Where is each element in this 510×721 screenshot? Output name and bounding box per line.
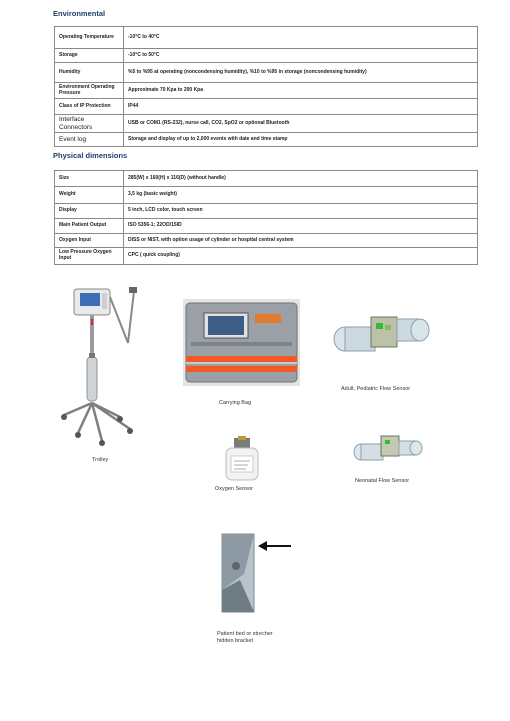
table-row [55,99,478,115]
table-row [55,133,478,147]
table-row [55,204,478,219]
spec-key: Humidity [55,63,124,83]
spec-key: Main Patient Output [55,219,124,234]
neonatal-flow-sensor-caption: Neonatal Flow Sensor [355,478,410,484]
table-row [55,171,478,187]
spec-key: Low Pressure Oxygen Input [55,248,124,265]
adult-flow-sensor-caption: Adult, Pediatric Flow Sensor [341,386,411,392]
spec-key: Environment Operating Pressure [55,83,124,99]
spec-value: %5 to %95 at operating (noncondensing humidity), %10 to %95 in storage (noncondensing humidity) [124,63,478,83]
spec-value: 3,5 kg (basic weight) [124,187,478,204]
spec-value: 285(W) x 160(H) x 116(D) (without handle) [124,171,478,187]
spec-key: Size [55,171,124,187]
spec-value: 5 inch, LCD color, touch screen [124,204,478,219]
environmental-table [54,26,478,147]
physical-title: Physical dimensions [53,151,128,160]
bracket-caption: Patient bed or strecher hidden bracket [217,631,273,645]
spec-key: Interface Connectors [55,115,124,133]
spec-value: USB or COM1 (RS-232), nurse call, CO2, SpO2 or optional Bluetooth [124,115,478,133]
spec-key: Operating Temperature [55,27,124,49]
spec-key: Display [55,204,124,219]
neonatal-flow-sensor-image [353,428,425,466]
table-row [55,49,478,63]
spec-value: Storage and display of up to 2,000 events with date and time stamp [124,133,478,147]
spec-value: Approximate 70 Kpa to 200 Kpa [124,83,478,99]
table-row [55,187,478,204]
spec-key: Storage [55,49,124,63]
table-row [55,63,478,83]
oxygen-sensor-caption: Oxygen Sensor [215,486,253,492]
table-row [55,248,478,265]
spec-key: Event log [55,133,124,147]
physical-table [54,170,478,265]
carrying-bag-caption: Carrying Bag [219,400,252,406]
carrying-bag-image [183,299,300,386]
oxygen-sensor-image [222,436,262,483]
environmental-title: Environmental [53,9,106,18]
spec-value: CPC ( quick coupling) [124,248,478,265]
table-row [55,234,478,248]
trolley-caption: Trolley [92,457,109,463]
arrow-left-icon [258,540,292,552]
table-row [55,115,478,133]
spec-value: ISO 5356-1; 22OD/15ID [124,219,478,234]
table-row [55,219,478,234]
spec-value: IP44 [124,99,478,115]
spec-value: -10°C to 40°C [124,27,478,49]
table-row [55,83,478,99]
trolley-image [58,283,148,453]
spec-value: DISS or NIST, with option usage of cylinder or hospital central system [124,234,478,248]
adult-flow-sensor-image [331,301,431,361]
spec-key: Oxygen Input [55,234,124,248]
spec-key: Class of IP Protection [55,99,124,115]
spec-value: -10°C to 50°C [124,49,478,63]
spec-key: Weight [55,187,124,204]
table-row [55,27,478,49]
